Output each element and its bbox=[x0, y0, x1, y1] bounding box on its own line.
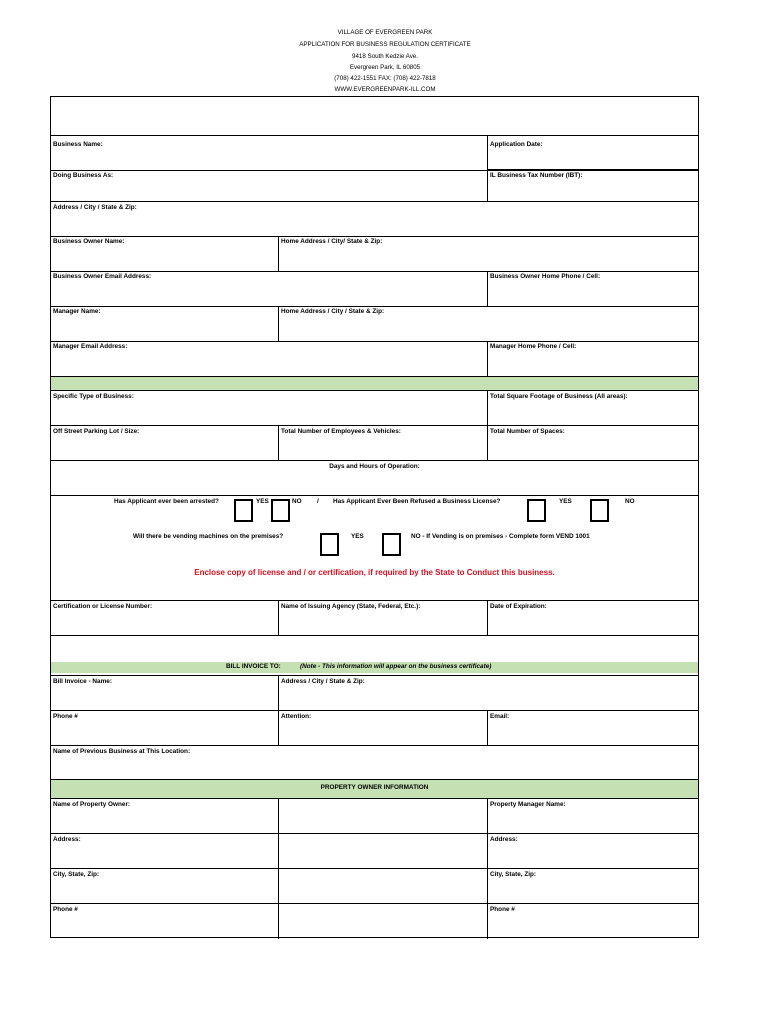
property-owner-address-field[interactable]: Address: bbox=[53, 836, 81, 843]
refused-yes-label: YES bbox=[559, 498, 572, 505]
owner-name-field[interactable]: Business Owner Name: bbox=[53, 238, 125, 245]
col-line bbox=[487, 798, 488, 939]
cert-number-field[interactable]: Certification or License Number: bbox=[53, 603, 153, 610]
bill-invoice-heading: BILL INVOICE TO: bbox=[226, 663, 281, 670]
address-field[interactable]: Address / City / State & Zip: bbox=[53, 204, 137, 211]
owner-email-field[interactable]: Business Owner Email Address: bbox=[53, 273, 152, 280]
owner-phone-field[interactable]: Business Owner Home Phone / Cell: bbox=[490, 273, 601, 280]
col-line bbox=[487, 390, 488, 425]
property-manager-phone-field[interactable]: Phone # bbox=[490, 906, 515, 913]
spaces-field[interactable]: Total Number of Spaces: bbox=[490, 428, 565, 435]
dba-field[interactable]: Doing Business As: bbox=[53, 172, 114, 179]
application-date-field[interactable]: Application Date: bbox=[490, 141, 543, 148]
previous-business-field[interactable]: Name of Previous Business at This Location: bbox=[53, 748, 191, 755]
row-line bbox=[51, 460, 698, 461]
property-manager-address-field[interactable]: Address: bbox=[490, 836, 518, 843]
row-line bbox=[51, 306, 698, 307]
application-form bbox=[50, 96, 699, 938]
col-line bbox=[487, 600, 488, 635]
license-notice: Enclose copy of license and / or certification, if required by the State to Conduct this business. bbox=[194, 568, 555, 577]
parking-field[interactable]: Off Street Parking Lot / Size: bbox=[53, 428, 140, 435]
refused-no-checkbox[interactable] bbox=[590, 499, 609, 522]
employees-field[interactable]: Total Number of Employees & Vehicles: bbox=[281, 428, 401, 435]
refused-no-label: NO bbox=[625, 498, 635, 505]
manager-email-field[interactable]: Manager Email Address: bbox=[53, 343, 128, 350]
row-line bbox=[51, 833, 698, 834]
arrested-question: Has Applicant ever been arrested? bbox=[114, 498, 219, 505]
refused-question: Has Applicant Ever Been Refused a Business License? bbox=[333, 498, 501, 505]
property-owner-csz-field[interactable]: City, State, Zip: bbox=[53, 871, 100, 878]
street-address: 9418 South Kedzie Ave. bbox=[352, 53, 418, 60]
manager-phone-field[interactable]: Manager Home Phone / Cell: bbox=[490, 343, 577, 350]
section-band bbox=[51, 377, 698, 390]
separator-slash: / bbox=[317, 498, 319, 505]
vending-no-checkbox[interactable] bbox=[382, 533, 401, 556]
bill-address-field[interactable]: Address / City / State & Zip: bbox=[281, 678, 365, 685]
property-owner-name-field[interactable]: Name of Property Owner: bbox=[53, 801, 131, 808]
expiration-field[interactable]: Date of Expiration: bbox=[490, 603, 547, 610]
vending-no-label: NO - If Vending is on premises - Complete form VEND 1001 bbox=[411, 533, 590, 540]
col-line bbox=[487, 710, 488, 745]
bill-attention-field[interactable]: Attention: bbox=[281, 713, 312, 720]
bill-phone-field[interactable]: Phone # bbox=[53, 713, 78, 720]
vending-question: Will there be vending machines on the premises? bbox=[133, 533, 284, 540]
property-manager-name-field[interactable]: Property Manager Name: bbox=[490, 801, 566, 808]
city-address: Evergreen Park, IL 60805 bbox=[349, 64, 421, 71]
row-line bbox=[51, 635, 698, 636]
vending-yes-checkbox[interactable] bbox=[320, 533, 339, 556]
bill-invoice-note: (Note - This information will appear on the business certificate) bbox=[300, 663, 492, 670]
property-manager-csz-field[interactable]: City, State, Zip: bbox=[490, 871, 537, 878]
property-owner-heading: PROPERTY OWNER INFORMATION bbox=[320, 784, 429, 791]
business-name-field[interactable]: Business Name: bbox=[53, 141, 103, 148]
row-line bbox=[51, 236, 698, 237]
col-line bbox=[278, 236, 279, 271]
row-line bbox=[51, 903, 698, 904]
bill-email-field[interactable]: Email: bbox=[490, 713, 510, 720]
property-owner-phone-field[interactable]: Phone # bbox=[53, 906, 78, 913]
col-line bbox=[487, 271, 488, 306]
row-line bbox=[51, 170, 698, 171]
manager-home-field[interactable]: Home Address / City / State & Zip: bbox=[281, 308, 385, 315]
row-line bbox=[51, 495, 698, 496]
row-line bbox=[51, 425, 698, 426]
issuing-agency-field[interactable]: Name of Issuing Agency (State, Federal, Etc.): bbox=[281, 603, 421, 610]
square-footage-field[interactable]: Total Square Footage of Business (All areas): bbox=[490, 393, 628, 400]
village-name: VILLAGE OF EVERGREEN PARK bbox=[337, 29, 433, 36]
col-line bbox=[278, 675, 279, 745]
phone-fax: (708) 422-1551 FAX: (708) 422-7818 bbox=[334, 75, 436, 82]
il-tax-field[interactable]: IL Business Tax Number (IBT): bbox=[490, 172, 583, 179]
bill-name-field[interactable]: Bill Invoice - Name: bbox=[53, 678, 112, 685]
col-line bbox=[278, 798, 279, 939]
col-line bbox=[487, 425, 488, 460]
row-line bbox=[51, 745, 698, 746]
arrested-yes-label: YES bbox=[256, 498, 269, 505]
owner-home-field[interactable]: Home Address / City/ State & Zip: bbox=[281, 238, 383, 245]
arrested-yes-checkbox[interactable] bbox=[234, 499, 253, 522]
days-hours-field[interactable]: Days and Hours of Operation: bbox=[329, 463, 420, 470]
manager-name-field[interactable]: Manager Name: bbox=[53, 308, 101, 315]
row-line bbox=[51, 710, 698, 711]
col-line bbox=[278, 600, 279, 635]
col-line bbox=[487, 341, 488, 376]
row-line bbox=[51, 390, 698, 391]
refused-yes-checkbox[interactable] bbox=[527, 499, 546, 522]
website: WWW.EVERGREENPARK-ILL.COM bbox=[334, 86, 436, 93]
col-line bbox=[278, 425, 279, 460]
arrested-no-checkbox[interactable] bbox=[271, 499, 290, 522]
row-line bbox=[51, 201, 698, 202]
row-line bbox=[51, 675, 698, 676]
row-line bbox=[51, 798, 698, 799]
row-line bbox=[51, 868, 698, 869]
col-line bbox=[278, 306, 279, 341]
arrested-no-label: NO bbox=[292, 498, 302, 505]
vending-yes-label: YES bbox=[351, 533, 364, 540]
row-line bbox=[51, 271, 698, 272]
business-type-field[interactable]: Specific Type of Business: bbox=[53, 393, 134, 400]
row-line bbox=[51, 341, 698, 342]
row-line bbox=[51, 600, 698, 601]
form-title: APPLICATION FOR BUSINESS REGULATION CERTIFICATE bbox=[299, 41, 471, 48]
